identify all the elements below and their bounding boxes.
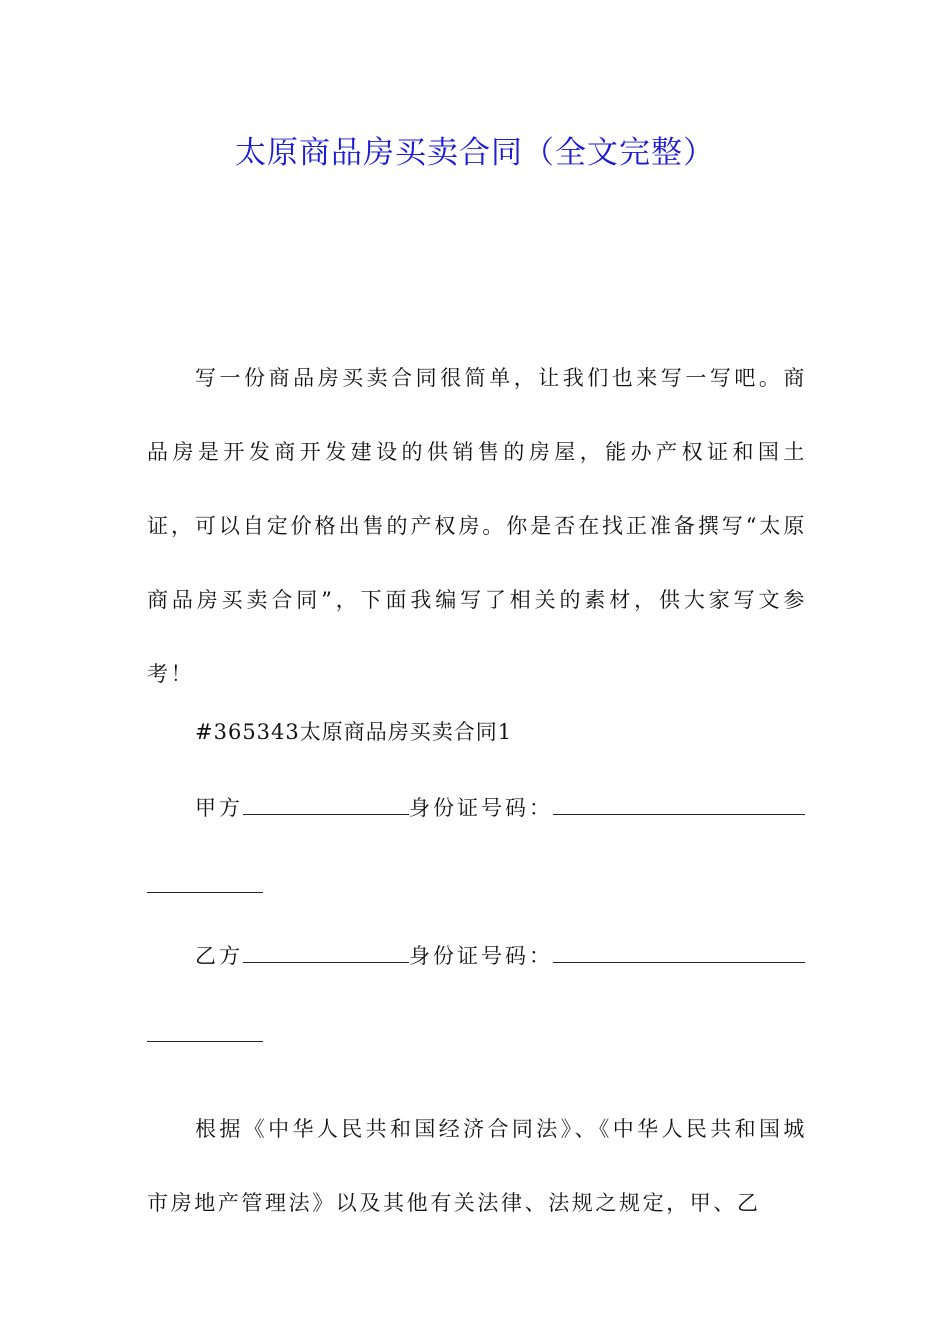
party-a-label: 甲方 <box>195 796 243 820</box>
law-paragraph: 根据《中华人民共和国经济合同法》、《中华人民共和国城市房地产管理法》以及其他有关法律、法规之规定，甲、乙 <box>147 1117 807 1215</box>
document-title: 太原商品房买卖合同（全文完整） <box>235 135 715 171</box>
section-heading: #365343太原商品房买卖合同1 <box>195 720 513 744</box>
party-b-label: 乙方 <box>195 944 243 968</box>
party-b-id-field[interactable] <box>553 942 805 963</box>
party-a-row <box>147 792 855 824</box>
party-a-id-label: 身份证号码： <box>409 796 553 820</box>
party-b-row <box>147 940 855 972</box>
party-a-name-field[interactable] <box>243 794 409 815</box>
party-b-id-label: 身份证号码： <box>409 944 553 968</box>
party-a-id-field-continued[interactable] <box>147 892 263 893</box>
party-b-id-field-continued[interactable] <box>147 1041 263 1042</box>
intro-paragraph: 写一份商品房买卖合同很简单，让我们也来写一写吧。商品房是开发商开发建设的供销售的房屋，能办产权证和国土证，可以自定价格出售的产权房。你是否在找正准备撰写“太原商品房买卖合同”，下面我编写了相关的素材，供大家写文参考！ <box>147 366 807 686</box>
party-b-name-field[interactable] <box>243 942 409 963</box>
party-a-id-field[interactable] <box>553 794 805 815</box>
